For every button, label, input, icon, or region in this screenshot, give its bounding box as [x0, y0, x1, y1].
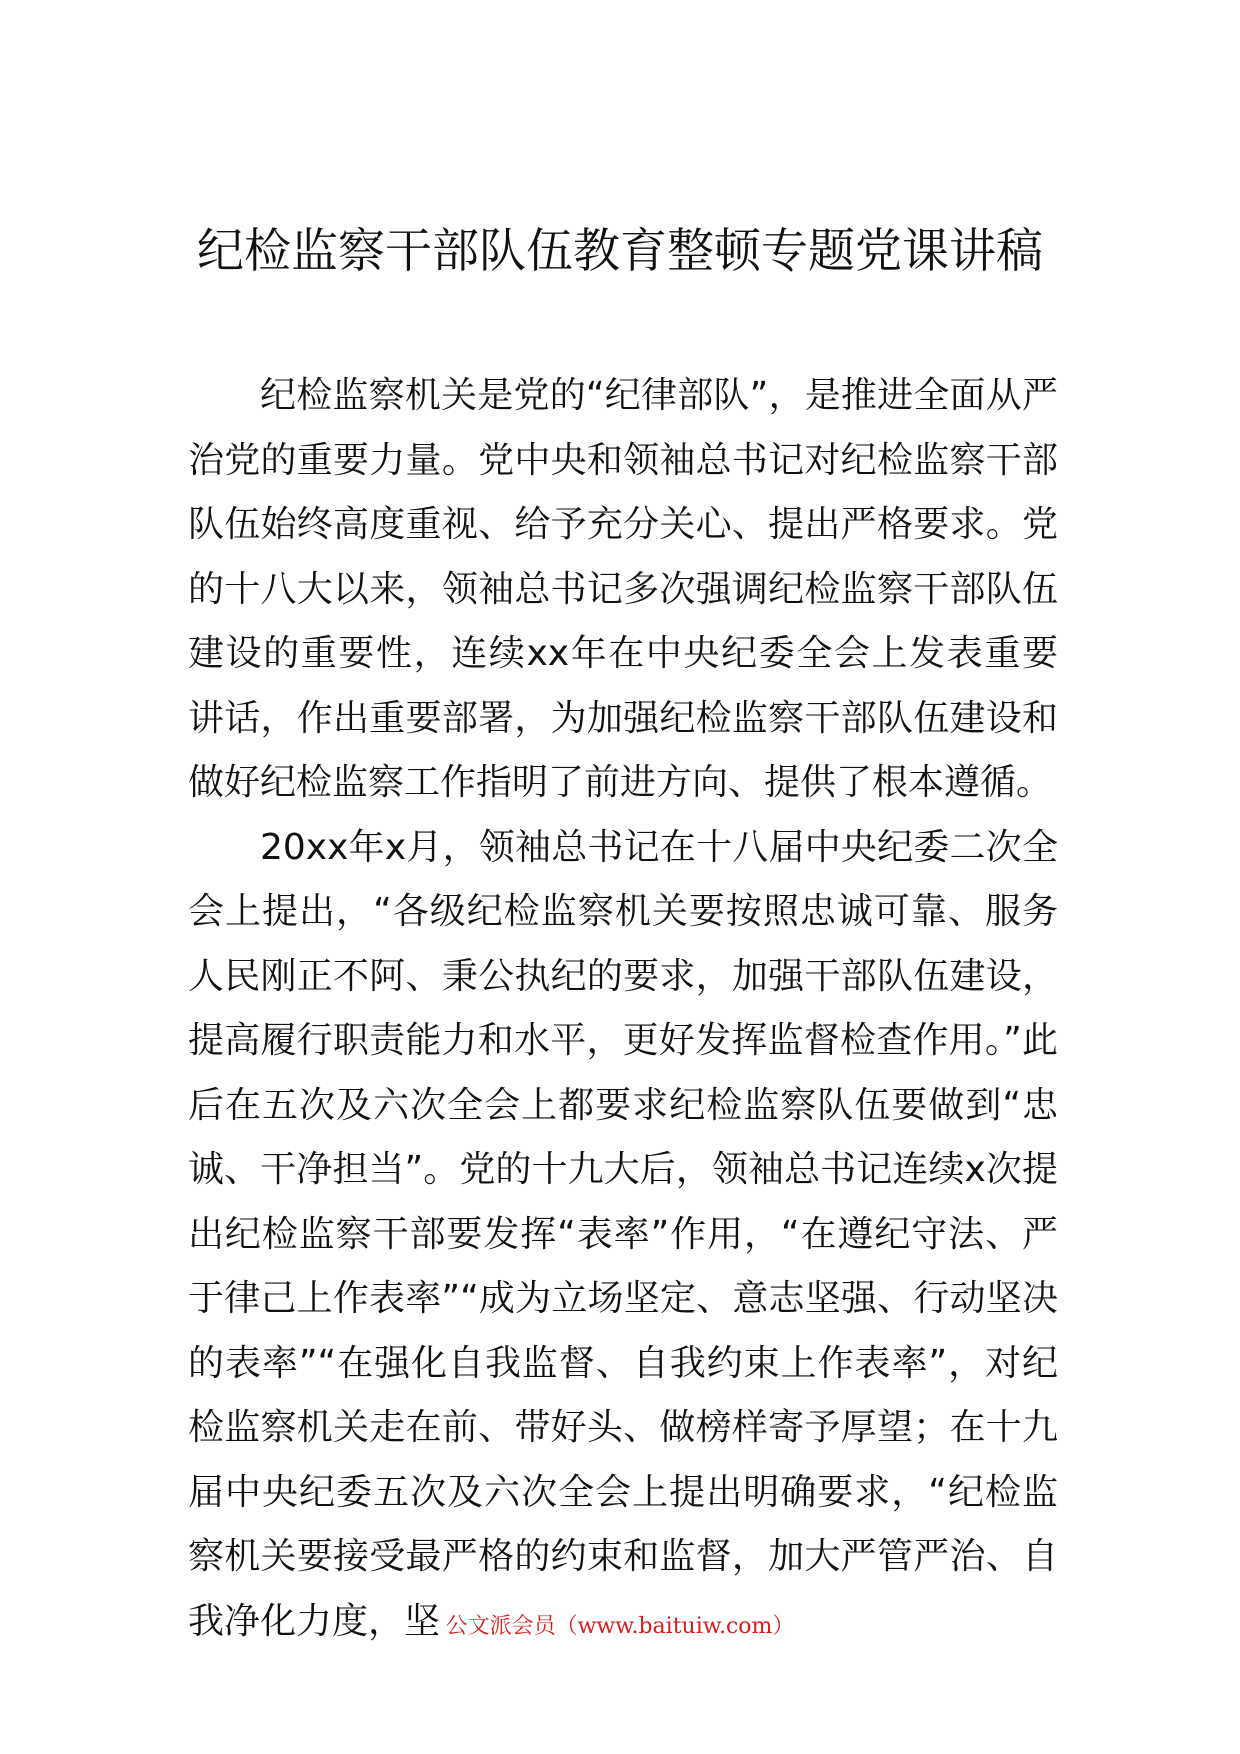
- document-title: 纪检监察干部队伍教育整顿专题党课讲稿: [197, 224, 1043, 279]
- document-body: [188, 364, 1058, 1654]
- paragraph-2: 20xx年x月，领袖总书记在十八届中央纪委二次全会上提出，“各级纪检监察机关要按照忠诚可靠、服务人民刚正不阿、秉公执纪的要求，加强干部队伍建设，提高履行职责能力和水平，更好发挥监督检查作用。”此后在五次及六次全会上都要求纪检监察队伍要做到“忠诚、干净担当”。党的十九大后，领袖总书记连续x次提出纪检监察干部要发挥“表率”作用，“在遵纪守法、严于律己上作表率”“成为立场坚定、意志坚强、行动坚决的表率”“在强化自我监督、自我约束上作表率”，对纪检监察机关走在前、带好头、做榜样寄予厚望；在十九届中央纪委五次及六次全会上提出明确要求，“纪检监察机关要接受最严格的约束和监督，加大严管严治、自我净化力度，坚: [188, 826, 1058, 1642]
- paragraph-1: 纪检监察机关是党的“纪律部队”，是推进全面从严治党的重要力量。党中央和领袖总书记对纪检监察干部队伍始终高度重视、给予充分关心、提出严格要求。党的十八大以来，领袖总书记多次强调纪检监察干部队伍建设的重要性，连续xx年在中央纪委全会上发表重要讲话，作出重要部署，为加强纪检监察干部队伍建设和做好纪检监察工作指明了前进方向、提供了根本遵循。: [188, 375, 1058, 803]
- footer-watermark: 公文派会员（www.baituiw.com）: [445, 1614, 795, 1639]
